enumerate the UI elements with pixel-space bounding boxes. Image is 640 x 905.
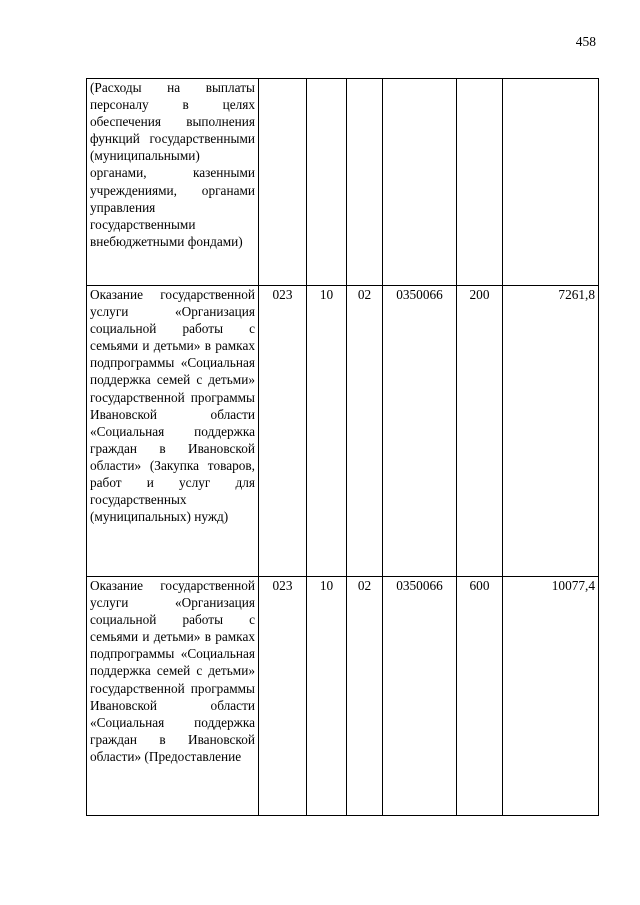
subsection-code-cell: 02 [347, 286, 383, 577]
subsection-code-cell [347, 79, 383, 286]
expense-name-cell: (Расходы на выплаты персоналу в целях обеспечения выполнения функций государственными (муниципальными) органами, казенными учреждениями, органами управления государственными внебюджетными фондами) [87, 79, 259, 286]
budget-table [86, 78, 599, 816]
table-row [87, 79, 599, 286]
expense-type-cell: 200 [457, 286, 503, 577]
amount-cell [503, 79, 599, 286]
section-code-cell: 10 [307, 286, 347, 577]
ministry-code-cell: 023 [259, 286, 307, 577]
table-row [87, 286, 599, 577]
subsection-code-cell: 02 [347, 577, 383, 816]
target-article-cell: 0350066 [383, 577, 457, 816]
page-number: 458 [575, 34, 596, 49]
ministry-code-cell [259, 79, 307, 286]
amount-cell: 7261,8 [503, 286, 599, 577]
expense-type-cell: 600 [457, 577, 503, 816]
target-article-cell [383, 79, 457, 286]
ministry-code-cell: 023 [259, 577, 307, 816]
target-article-cell: 0350066 [383, 286, 457, 577]
section-code-cell: 10 [307, 577, 347, 816]
amount-cell: 10077,4 [503, 577, 599, 816]
section-code-cell [307, 79, 347, 286]
table-row [87, 577, 599, 816]
expense-type-cell [457, 79, 503, 286]
expense-name-cell: Оказание государственной услуги «Организация социальной работы с семьями и детьми» в рамках подпрограммы «Социальная поддержка семей с детьми» государственной программы Ивановской области «Социальная поддержка граждан в Ивановской области» (Закупка товаров, работ и услуг для государственных (муниципальных) нужд) [87, 286, 259, 577]
expense-name-cell: Оказание государственной услуги «Организация социальной работы с семьями и детьми» в рамках подпрограммы «Социальная поддержка семей с детьми» государственной программы Ивановской области «Социальная поддержка граждан в Ивановской области» (Предоставление [87, 577, 259, 816]
